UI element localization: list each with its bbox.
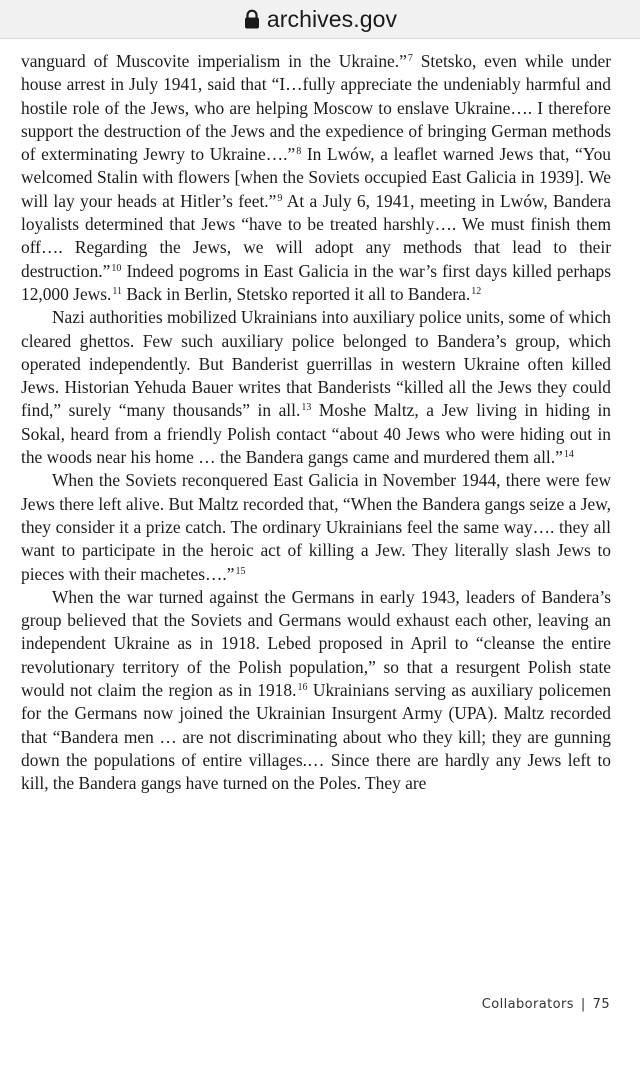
- text-run: When the Soviets reconquered East Galicia in November 1944, there were few Jews there left alive. But Maltz recorded that, “When the Bandera gangs seize a Jew, they consider it a prize catch. The ordinary Ukrainians feel the same way…. they all want to participate in the heroic act of killing a Jew. They literally slash Jews to pieces with their machetes….”: [21, 470, 611, 584]
- page-number: 75: [592, 997, 610, 1012]
- text-run: vanguard of Muscovite imperialism in the Ukraine.”: [21, 51, 407, 71]
- text-run: Stetsko, even while under house arrest in July 1941, said that “I…fully appreciate the undeniably harmful and hostile role of the Jews, who are helping Moscow to enslave Ukraine…. I therefore support the destruction of the Jews and the expedience of bringing German methods of exterminating Jewry to Ukraine….”: [21, 51, 611, 165]
- text-run: At a July 6, 1941, meeting in Lwów, Bandera loyalists determined that Jews “have to be treated harshly…. We must finish them off…. Regarding the Jews, we will adopt any methods that lead to their destruction.”: [21, 190, 611, 281]
- footnote-marker: 15: [235, 565, 246, 577]
- document-page: [21, 50, 611, 796]
- paragraph: [21, 50, 611, 306]
- paragraph: [21, 469, 611, 585]
- footnote-marker: 14: [563, 449, 574, 461]
- text-run: Ukrainians serving as auxiliary policemen for the Germans now joined the Ukrainian Insurgent Army (UPA). Maltz recorded that “Bandera men … are not discriminating about who they kill; they are gunning down the populations of entire villages.… Since there are hardly any Jews left to kill, the Bandera gangs have turned on the Poles. They are: [21, 680, 612, 794]
- url-text: archives.gov: [266, 5, 398, 32]
- text-run: Back in Berlin, Stetsko reported it all to Bandera.: [121, 283, 471, 304]
- footnote-marker: 16: [297, 682, 308, 694]
- text-run: Indeed pogroms in East Galicia in the war’s first days killed perhaps 12,000 Jews.: [21, 260, 611, 304]
- footnote-marker: 8: [296, 146, 302, 158]
- paragraph: [21, 306, 611, 469]
- text-run: Nazi authorities mobilized Ukrainians into auxiliary police units, some of which cleared ghettos. Few such auxiliary police belonged to Bandera’s group, which operated independently. But Banderist guerrillas in western Ukraine often killed Jews. Historian Yehuda Bauer writes that Banderists “killed all the Jews they could find,” surely “many thousands” in all.: [21, 307, 611, 421]
- text-run: When the war turned against the Germans in early 1943, leaders of Bandera’s group believed that the Soviets and Germans would exhaust each other, leaving an independent Ukraine as in 1918. Lebed proposed in April to “cleanse the entire revolutionary territory of the Polish population,” so that a resurgent Polish state would not claim the region as in 1918.: [21, 586, 611, 701]
- lock-icon: [243, 9, 261, 29]
- page-footer: [482, 997, 610, 1012]
- footnote-marker: 13: [301, 402, 312, 414]
- running-title: Collaborators: [481, 997, 574, 1012]
- paragraph: [21, 586, 611, 796]
- browser-address-bar[interactable]: [0, 0, 640, 39]
- footnote-marker: 7: [407, 53, 413, 64]
- footer-separator: |: [580, 997, 586, 1012]
- footnote-marker: 9: [277, 192, 283, 204]
- footnote-marker: 11: [112, 285, 122, 297]
- text-run: In Lwów, a leaflet warned Jews that, “You welcomed Stalin with flowers [when the Soviets occupied East Galicia in 1939]. We will lay your heads at Hitler’s feet.”: [21, 144, 611, 211]
- text-run: Moshe Maltz, a Jew living in hiding in Sokal, heard from a friendly Polish contact “about 40 Jews who were hiding out in the woods near his home … the Bandera gangs came and murdered them all.”: [21, 400, 611, 468]
- footnote-marker: 10: [111, 262, 122, 274]
- footnote-marker: 12: [471, 285, 482, 297]
